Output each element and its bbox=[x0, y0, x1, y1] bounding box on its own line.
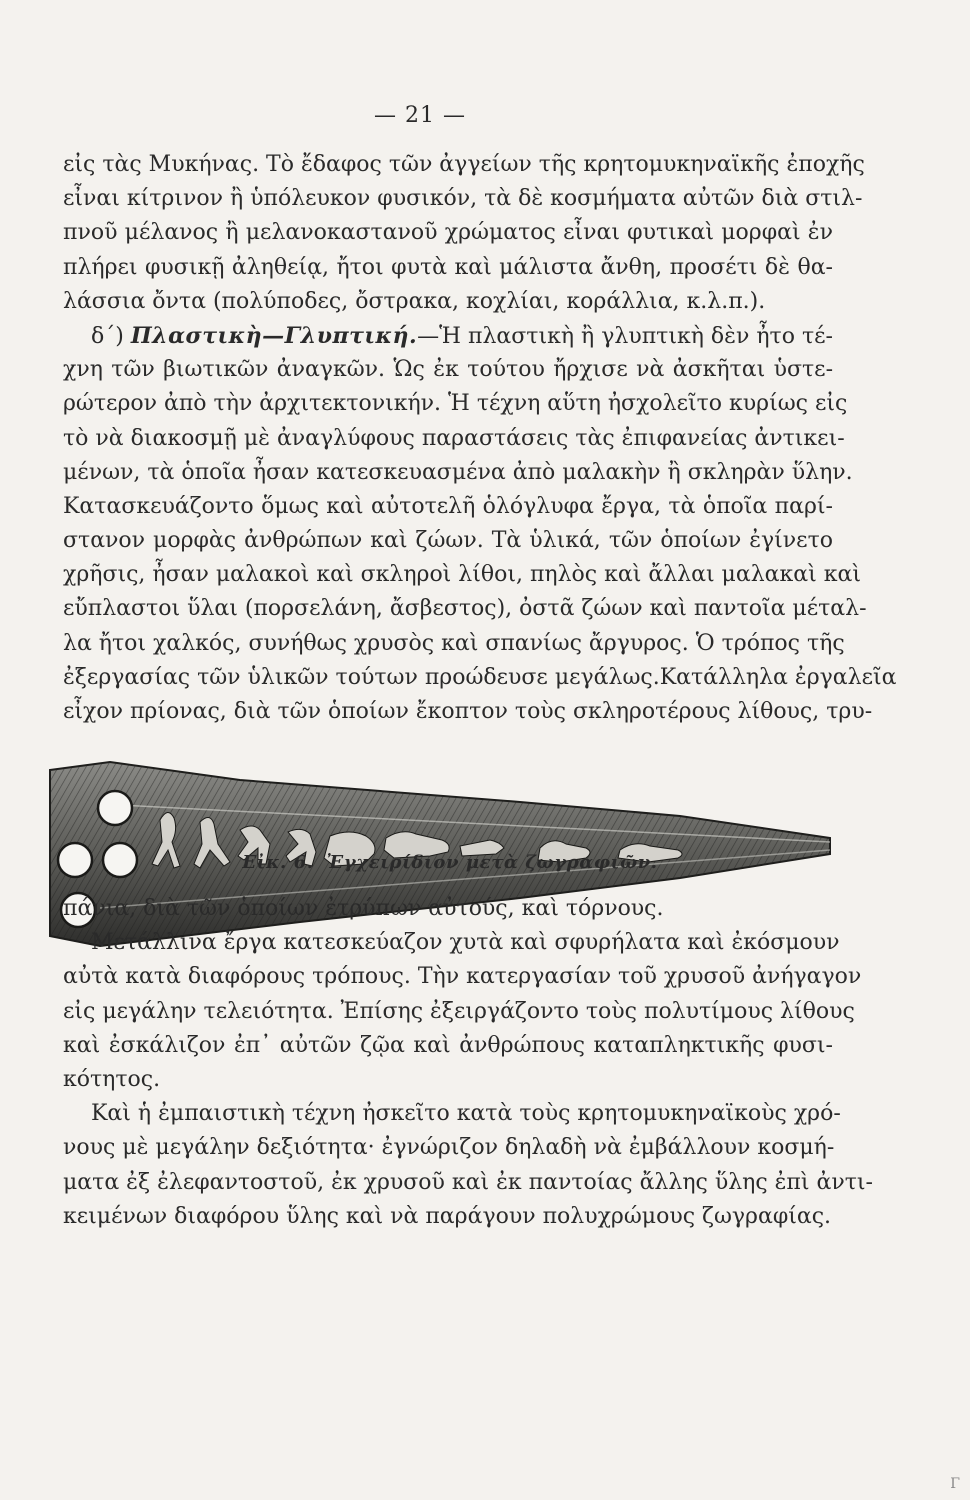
text-line: λα ἤτοι χαλκός, συνήθως χρυσὸς καὶ σπανίως ἄργυρος. Ὁ τρόπος τῆς bbox=[63, 630, 845, 656]
text-line: λάσσια ὄντα (πολύποδες, ὄστρακα, κοχλίαι, κοράλλια, κ.λ.π.). bbox=[63, 288, 766, 314]
figure-title: Ἐγχειρίδιον μετὰ ζωγραφιῶν. bbox=[326, 852, 658, 873]
text-line: χνη τῶν βιωτικῶν ἀναγκῶν. Ὡς ἐκ τούτου ἤρχισε νὰ ἀσκῆται ὑστε- bbox=[63, 357, 833, 383]
figure-caption bbox=[240, 852, 660, 873]
text-line: Μετάλλινα ἔργα κατεσκεύαζον χυτὰ καὶ σφυρήλατα καὶ ἐκόσμουν bbox=[91, 930, 840, 956]
text-line: τὸ νὰ διακοσμῇ μὲ ἀναγλύφους παραστάσεις τὰς ἐπιφανείας ἀντικει- bbox=[63, 425, 845, 451]
text-line: στανον μορφὰς ἀνθρώπων καὶ ζώων. Τὰ ὑλικά, τῶν ὁποίων ἐγίνετο bbox=[63, 528, 833, 554]
rivet-icon bbox=[58, 843, 92, 877]
text-line: πλήρει φυσικῇ ἀληθείᾳ, ἤτοι φυτὰ καὶ μάλιστα ἄνθη, προσέτι δὲ θα- bbox=[63, 254, 833, 280]
text-line: εἰς μεγάλην τελειότητα. Ἐπίσης ἐξειργάζοντο τοὺς πολυτίμους λίθους bbox=[63, 998, 855, 1024]
text-line: νους μὲ μεγάλην δεξιότητα· ἐγνώριζον δηλαδὴ νὰ ἐμβάλλουν κοσμή- bbox=[63, 1135, 835, 1161]
section-heading-line bbox=[63, 319, 833, 353]
figure-number: Εἰκ. 6. bbox=[242, 852, 314, 873]
text-line: ρώτερον ἀπὸ τὴν ἀρχιτεκτονικήν. Ἡ τέχνη αὕτη ἠσχολεῖτο κυρίως εἰς bbox=[63, 391, 848, 417]
text-line: εἶναι κίτρινον ἢ ὑπόλευκον φυσικόν, τὰ δὲ κοσμήματα αὐτῶν διὰ στιλ- bbox=[63, 186, 863, 212]
corner-mark: Γ bbox=[950, 1476, 960, 1492]
text-line: αὐτὰ κατὰ διαφόρους τρόπους. Τὴν κατεργασίαν τοῦ χρυσοῦ ἀνήγαγον bbox=[63, 964, 862, 990]
rivet-icon bbox=[103, 843, 137, 877]
text-line: καὶ ἐσκάλιζον ἐπ᾽ αὐτῶν ζῷα καὶ ἀνθρώπους καταπληκτικῆς φυσι- bbox=[63, 1032, 833, 1058]
text-line: εἶχον πρίονας, διὰ τῶν ὁποίων ἔκοπτον τοὺς σκληροτέρους λίθους, τρυ- bbox=[63, 699, 873, 724]
text-line: χρῆσις, ἦσαν μαλακοὶ καὶ σκληροὶ λίθοι, πηλὸς καὶ ἄλλαι μαλακαὶ καὶ bbox=[63, 562, 861, 588]
rivet-icon bbox=[98, 791, 132, 825]
top-text-block bbox=[63, 148, 897, 729]
text-line: μένων, τὰ ὁποῖα ἦσαν κατεσκευασμένα ἀπὸ μαλακὴν ἢ σκληρὰν ὕλην. bbox=[63, 459, 853, 485]
section-heading: Πλαστικὴ—Γλυπτική. bbox=[130, 322, 418, 349]
text-line: Καὶ ἡ ἐμπαιστικὴ τέχνη ἠσκεῖτο κατὰ τοὺς κρητομυκηναϊκοὺς χρό- bbox=[91, 1101, 841, 1127]
text-line: κειμένων διαφόρου ὕλης καὶ νὰ παράγουν πολυχρώμους ζωγραφίας. bbox=[63, 1203, 832, 1229]
text-line: πάνια, διὰ τῶν ὁποίων ἐτρύπων αὐτούς, καὶ τόρνους. bbox=[63, 896, 664, 921]
text-line: κότητος. bbox=[63, 1066, 161, 1092]
text-line: ἐξεργασίας τῶν ὑλικῶν τούτων προώδευσε μεγάλως.Κατάλληλα ἐργαλεῖα bbox=[63, 664, 897, 690]
bottom-text-block bbox=[63, 892, 873, 1234]
text-line: Κατασκευάζοντο ὅμως καὶ αὐτοτελῆ ὁλόγλυφα ἔργα, τὰ ὁποῖα παρί- bbox=[63, 493, 833, 519]
text-line: πνοῦ μέλανος ἢ μελανοκαστανοῦ χρώματος εἶναι φυτικαὶ μορφαὶ ἐν bbox=[63, 220, 833, 246]
text-line: εἰς τὰς Μυκήνας. Τὸ ἔδαφος τῶν ἀγγείων τῆς κρητομυκηναϊκῆς ἐποχῆς bbox=[63, 152, 865, 177]
text-line: ματα ἐξ ἐλεφαντοστοῦ, ἐκ χρυσοῦ καὶ ἐκ παντοίας ἄλλης ὕλης ἐπὶ ἀντι- bbox=[63, 1169, 873, 1195]
section-label: δ΄) bbox=[91, 323, 131, 349]
page-number: — 21 — bbox=[374, 103, 466, 128]
heading-line-rest: —Ἡ πλαστικὴ ἢ γλυπτικὴ δὲν ἦτο τέ- bbox=[417, 323, 833, 349]
text-line: εὔπλαστοι ὕλαι (πορσελάνη, ἄσβεστος), ὀστᾶ ζώων καὶ παντοῖα μέταλ- bbox=[63, 596, 867, 622]
